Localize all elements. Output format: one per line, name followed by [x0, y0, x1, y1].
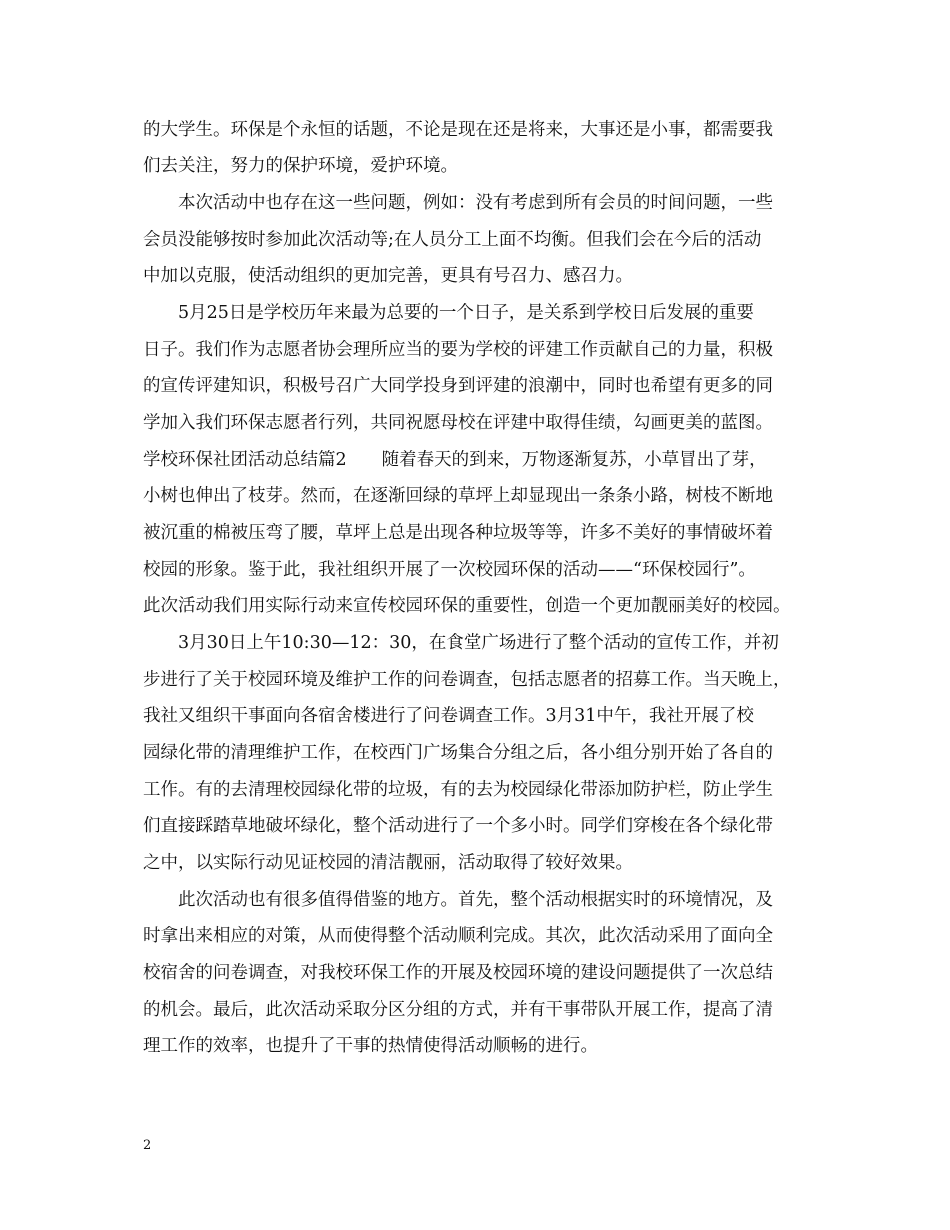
- text-line: 学加入我们环保志愿者行列，共同祝愿母校在评建中取得佳绩，勾画更美的蓝图。: [143, 413, 773, 433]
- text-line: 们去关注，努力的保护环境，爱护环境。: [143, 156, 458, 176]
- text-line: 之中，以实际行动见证校园的清洁靓丽，活动取得了较好效果。: [143, 853, 633, 873]
- text-line: 本次活动中也存在这一些问题，例如：没有考虑到所有会员的时间问题，一些: [143, 193, 773, 213]
- text-line: 校宿舍的问卷调查，对我校环保工作的开展及校园环境的建设问题提供了一次总结: [143, 963, 773, 983]
- text-line: 的大学生。环保是个永恒的话题，不论是现在还是将来，大事还是小事，都需要我: [143, 120, 773, 140]
- text-line: 日子。我们作为志愿者协会理所应当的要为学校的评建工作贡献自己的力量，积极: [143, 340, 773, 360]
- text-line: 此次活动我们用实际行动来宣传校园环保的重要性，创造一个更加靓丽美好的校园。: [143, 596, 791, 616]
- text-line: 的宣传评建知识，积极号召广大同学投身到评建的浪潮中，同时也希望有更多的同: [143, 376, 773, 396]
- text-line: 小树也伸出了枝芽。然而，在逐渐回绿的草坪上却显现出一条条小路，树枝不断地: [143, 486, 773, 506]
- text-line: 工作。有的去清理校园绿化带的垃圾，有的去为校园绿化带添加防护栏，防止学生: [143, 780, 773, 800]
- text-line: 我社又组织干事面向各宿舍楼进行了问卷调查工作。3月31中午，我社开展了校: [143, 706, 754, 726]
- text-line: 中加以克服，使活动组织的更加完善，更具有号召力、感召力。: [143, 266, 633, 286]
- text-line: 此次活动也有很多值得借鉴的地方。首先，整个活动根据实时的环境情况，及: [143, 890, 773, 910]
- text-line: 5月25日是学校历年来最为总要的一个日子，是关系到学校日后发展的重要: [143, 303, 754, 323]
- text-line: 被沉重的棉被压弯了腰，草坪上总是出现各种垃圾等等，许多不美好的事情破坏着: [143, 523, 773, 543]
- text-line: 时拿出来相应的对策，从而使得整个活动顺利完成。其次，此次活动采用了面向全: [143, 926, 773, 946]
- text-line: 理工作的效率，也提升了干事的热情使得活动顺畅的进行。: [143, 1036, 598, 1056]
- text-line: 们直接踩踏草地破坏绿化，整个活动进行了一个多小时。同学们穿梭在各个绿化带: [143, 816, 773, 836]
- text-line: 3月30日上午10:30—12：30，在食堂广场进行了整个活动的宣传工作，并初: [143, 633, 779, 653]
- text-line: 的机会。最后，此次活动采取分区分组的方式，并有干事带队开展工作，提高了清: [143, 1000, 773, 1020]
- text-line: 步进行了关于校园环境及维护工作的问卷调查，包括志愿者的招募工作。当天晚上，: [143, 670, 791, 690]
- text-line: 校园的形象。鉴于此，我社组织开展了一次校园环保的活动——“环保校园行”。: [143, 560, 756, 580]
- page-number: 2: [143, 1138, 152, 1153]
- text-line: 园绿化带的清理维护工作，在校西门广场集合分组之后，各小组分别开始了各自的: [143, 743, 773, 763]
- text-line: 会员没能够按时参加此次活动等;在人员分工上面不均衡。但我们会在今后的活动: [143, 230, 762, 250]
- text-line: 学校环保社团活动总结篇2 随着春天的到来，万物逐渐复苏，小草冒出了芽，: [143, 450, 767, 470]
